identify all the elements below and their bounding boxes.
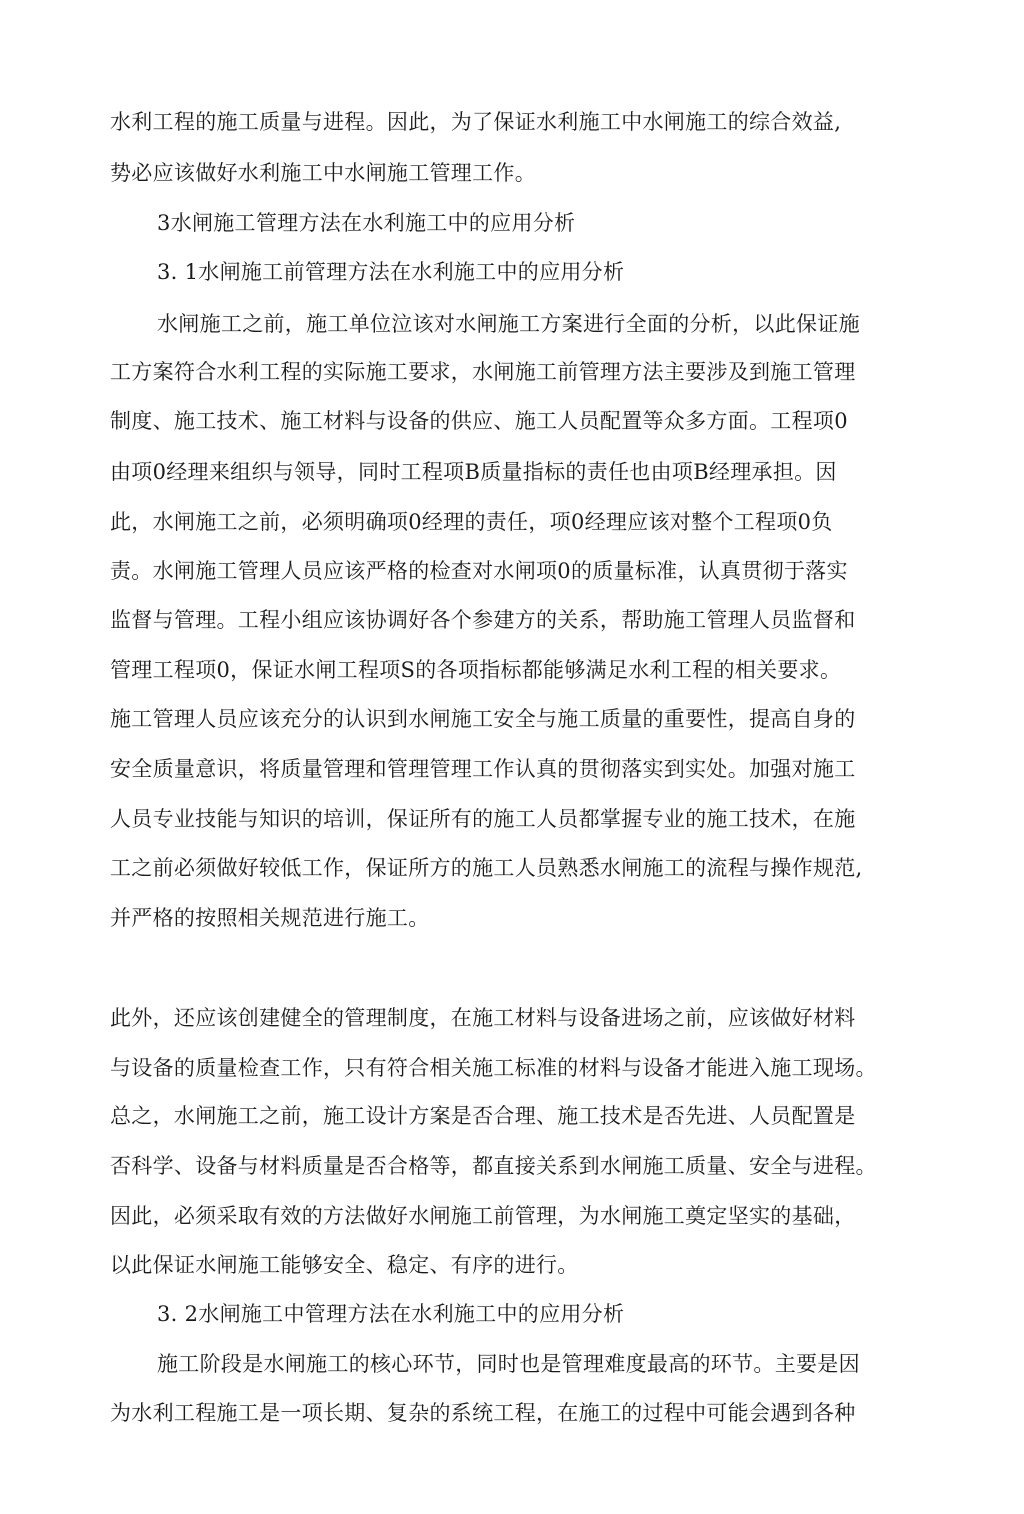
text-line: 以此保证水闸施工能够安全、稳定、有序的进行。 bbox=[110, 1253, 579, 1277]
text-line: 安全质量意识，将质量管理和管理管理工作认真的贯彻落实到实处。加强对施工 bbox=[110, 757, 856, 781]
text-line: 施工阶段是水闸施工的核心环节，同时也是管理难度最高的环节。主要是因 bbox=[157, 1352, 860, 1376]
subsection-heading: 3. 2水闸施工中管理方法在水利施工中的应用分析 bbox=[157, 1302, 625, 1326]
text-line: 制度、施工技术、施工材料与设备的供应、施工人员配置等众多方面。工程项0 bbox=[110, 409, 848, 433]
text-line: 与设备的质量检查工作，只有符合相关施工标准的材料与设备才能进入施工现场。 bbox=[110, 1056, 877, 1080]
text-line: 管理工程项0，保证水闸工程项S的各项指标都能够满足水利工程的相关要求。 bbox=[110, 658, 842, 682]
text-line: 工方案符合水利工程的实际施工要求，水闸施工前管理方法主要涉及到施工管理 bbox=[110, 360, 856, 384]
subsection-heading: 3. 1水闸施工前管理方法在水利施工中的应用分析 bbox=[157, 260, 625, 284]
section-heading: 3水闸施工管理方法在水利施工中的应用分析 bbox=[157, 211, 576, 235]
text-line: 总之，水闸施工之前，施工设计方案是否合理、施工技术是否先进、人员配置是 bbox=[110, 1104, 856, 1128]
text-line: 水利工程的施工质量与进程。因此，为了保证水利施工中水闸施工的综合效益, bbox=[110, 110, 842, 134]
text-line: 监督与管理。工程小组应该协调好各个参建方的关系，帮助施工管理人员监督和 bbox=[110, 608, 856, 632]
text-line: 并严格的按照相关规范进行施工。 bbox=[110, 906, 430, 930]
text-line: 此外，还应该创建健全的管理制度，在施工材料与设备进场之前，应该做好材料 bbox=[110, 1006, 856, 1030]
text-line: 因此，必须采取有效的方法做好水闸施工前管理，为水闸施工奠定坚实的基础， bbox=[110, 1204, 856, 1228]
text-line: 施工管理人员应该充分的认识到水闸施工安全与施工质量的重要性，提高自身的 bbox=[110, 707, 856, 731]
text-line: 责。水闸施工管理人员应该严格的检查对水闸项0的质量标准，认真贯彻于落实 bbox=[110, 559, 848, 583]
text-line: 由项0经理来组织与领导，同时工程项B质量指标的责任也由项B经理承担。因 bbox=[110, 460, 837, 484]
text-line: 人员专业技能与知识的培训，保证所有的施工人员都掌握专业的施工技术，在施 bbox=[110, 807, 856, 831]
text-line: 势必应该做好水利施工中水闸施工管理工作。 bbox=[110, 161, 536, 185]
text-line: 水闸施工之前，施工单位泣该对水闸施工方案进行全面的分析，以此保证施 bbox=[157, 312, 860, 336]
text-line: 工之前必须做好较低工作，保证所方的施工人员熟悉水闸施工的流程与操作规范, bbox=[110, 856, 863, 880]
text-line: 为水利工程施工是一项长期、复杂的系统工程，在施工的过程中可能会遇到各种 bbox=[110, 1401, 856, 1425]
text-line: 此，水闸施工之前，必须明确项0经理的责任，项0经理应该对整个工程项0负 bbox=[110, 510, 833, 534]
text-line: 否科学、设备与材料质量是否合格等，都直接关系到水闸施工质量、安全与进程。 bbox=[110, 1154, 877, 1178]
